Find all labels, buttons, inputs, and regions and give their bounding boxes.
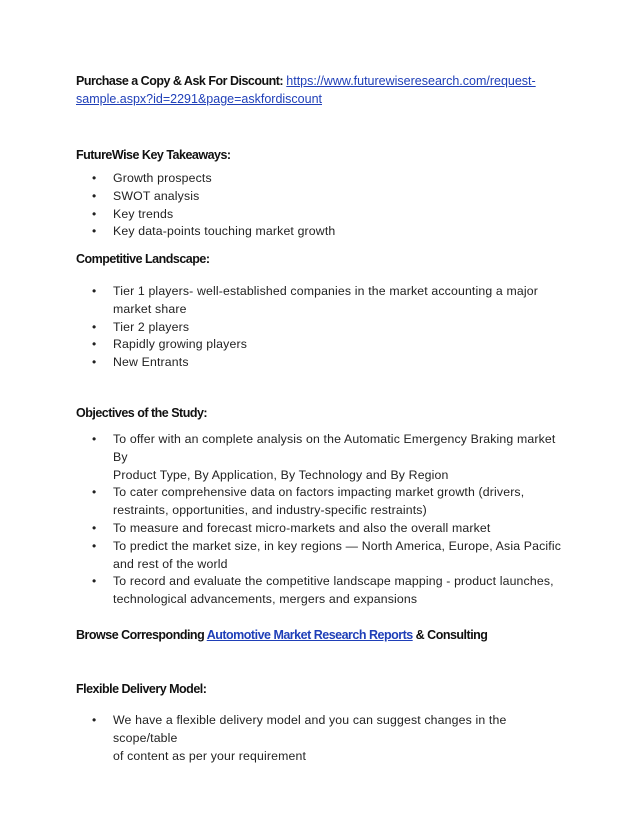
competitive-title: Competitive Landscape:: [76, 252, 210, 266]
delivery-section: [76, 680, 566, 698]
competitive-list-wrap: [76, 283, 566, 372]
browse-section: [76, 626, 566, 644]
bullet-icon: •: [92, 485, 97, 500]
list-item-text: Tier 2 players: [113, 319, 190, 334]
bullet-icon: •: [92, 574, 97, 589]
purchase-section: [76, 72, 566, 108]
list-item: [76, 712, 566, 765]
list-item-text: Key trends: [113, 206, 174, 221]
takeaways-title: FutureWise Key Takeaways:: [76, 148, 231, 162]
objectives-title: Objectives of the Study:: [76, 406, 208, 420]
list-item-text: Tier 1 players- well-established companies in the market accounting a major: [113, 284, 538, 298]
list-item-text: To offer with an complete analysis on the Automatic Emergency Braking market By: [113, 432, 556, 464]
list-item-text: Key data-points touching market growth: [113, 224, 336, 239]
purchase-label: Purchase a Copy & Ask For Discount:: [76, 74, 284, 88]
delivery-title: Flexible Delivery Model:: [76, 682, 207, 696]
list-item: [76, 520, 566, 538]
list-item-text: restraints, opportunities, and industry-specific restraints): [113, 503, 427, 518]
list-item-text: To predict the market size, in key regions — North America, Europe, Asia Pacific: [113, 538, 562, 553]
bullet-icon: •: [92, 171, 97, 185]
list-item: [76, 336, 566, 354]
list-item-text: market share: [113, 301, 187, 316]
list-item-text: We have a flexible delivery model and you can suggest changes in the scope/table: [113, 713, 507, 745]
list-item: [76, 283, 566, 319]
list-item: [76, 431, 566, 484]
list-item: [76, 223, 566, 241]
bullet-icon: •: [92, 224, 97, 239]
delivery-list-wrap: [76, 712, 566, 765]
bullet-icon: •: [92, 337, 97, 352]
bullet-icon: •: [92, 432, 97, 446]
takeaways-section: [76, 146, 566, 164]
competitive-list: [76, 283, 566, 372]
list-item: [76, 484, 566, 520]
list-item: [76, 573, 566, 609]
list-item: [76, 206, 566, 224]
bullet-icon: •: [92, 713, 97, 727]
list-item-text: Product Type, By Application, By Technology and By Region: [113, 467, 449, 482]
browse-suffix: & Consulting: [412, 628, 488, 642]
list-item-text: SWOT analysis: [113, 188, 200, 203]
browse-prefix: Browse Corresponding: [76, 628, 207, 642]
list-item: [76, 538, 566, 574]
bullet-icon: •: [92, 206, 97, 221]
list-item-text: New Entrants: [113, 355, 189, 370]
list-item-text: and rest of the world: [113, 556, 228, 571]
automotive-reports-link[interactable]: Automotive Market Research Reports: [206, 628, 413, 642]
list-item: [76, 188, 566, 206]
list-item-text: To cater comprehensive data on factors impacting market growth (drivers,: [113, 485, 525, 500]
list-item-text: technological advancements, mergers and expansions: [113, 592, 418, 607]
list-item-text: Rapidly growing players: [113, 337, 247, 352]
bullet-icon: •: [92, 319, 97, 334]
objectives-list-wrap: [76, 431, 566, 609]
list-item-text: To record and evaluate the competitive landscape mapping - product launches,: [113, 574, 554, 589]
list-item: [76, 319, 566, 337]
bullet-icon: •: [92, 188, 97, 203]
objectives-section: [76, 404, 566, 422]
competitive-section: [76, 250, 566, 268]
bullet-icon: •: [92, 538, 97, 553]
list-item-text: Growth prospects: [113, 171, 212, 185]
bullet-icon: •: [92, 520, 97, 535]
delivery-list: [76, 712, 566, 765]
list-item-text: of content as per your requirement: [113, 748, 307, 763]
purchase-link[interactable]: https://www.futurewiseresearch.com/request- sample.aspx?id=2291&page=askfordiscount: [76, 74, 536, 106]
bullet-icon: •: [92, 355, 97, 370]
bullet-icon: •: [92, 284, 97, 298]
list-item-text: To measure and forecast micro-markets and also the overall market: [113, 520, 491, 535]
takeaways-list-wrap: [76, 170, 566, 241]
list-item: [76, 354, 566, 372]
objectives-list: [76, 431, 566, 609]
list-item: [76, 170, 566, 188]
takeaways-list: [76, 170, 566, 241]
